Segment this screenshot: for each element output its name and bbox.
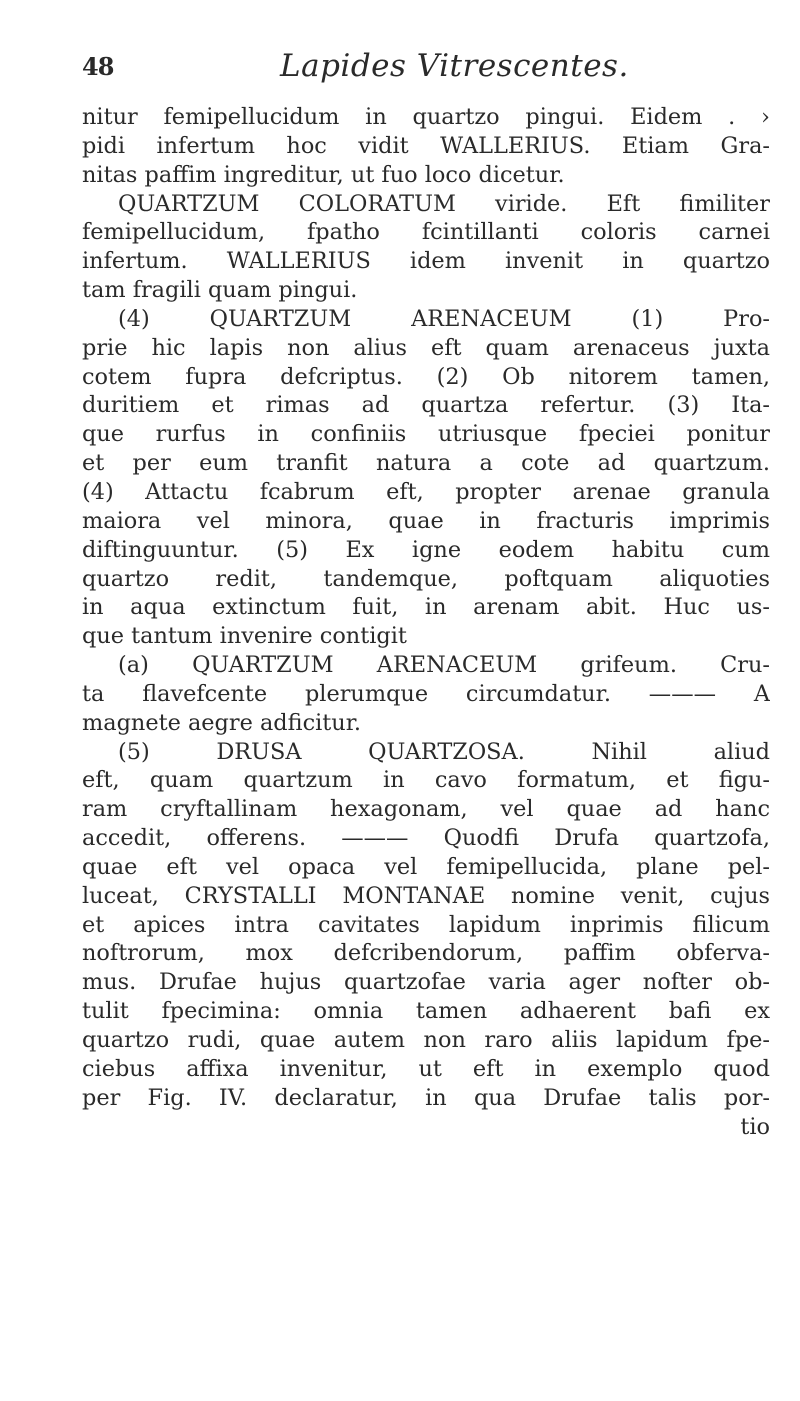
text-line: duritiem et rimas ad quartza refertur. (3) Ita-	[82, 392, 770, 419]
text-line: mus. Drufae hujus quartzofae varia ager nofter ob-	[82, 969, 770, 996]
text-line: QUARTZUM COLORATUM viride. Eft fimiliter	[118, 190, 770, 217]
text-line: et per eum tranfit natura a cote ad quartzum.	[82, 450, 770, 477]
section-heading-line: (5) DRUSA QUARTZOSA. Nihil aliud	[118, 738, 770, 765]
body-text	[82, 103, 770, 1141]
text-line: (a) QUARTZUM ARENACEUM grifeum. Cru-	[118, 652, 770, 679]
text-line: que tantum invenire contigit	[82, 623, 407, 650]
text-line: nitur femipellucidum in quartzo pingui. Eidem . ›	[82, 104, 770, 130]
text-line: (4) Attactu fcabrum eft, propter arenae granula	[82, 478, 770, 505]
text-line: pidi infertum hoc vidit WALLERIUS. Etiam Gra-	[82, 132, 770, 159]
text-line: eft, quam quartzum in cavo formatum, et figu-	[82, 767, 770, 794]
text-line: quae eft vel opaca vel femipellucida, plane pel-	[82, 853, 770, 880]
text-line: quartzo rudi, quae autem non raro aliis lapidum fpe-	[82, 1027, 770, 1053]
text-line: diftinguuntur. (5) Ex igne eodem habitu cum	[82, 536, 770, 563]
text-line: nitas paffim ingreditur, ut fuo loco dicetur.	[82, 161, 565, 188]
page-number: 48	[82, 52, 114, 81]
text-line: et apices intra cavitates lapidum inprimis filicum	[82, 911, 770, 938]
text-line: ta flavefcente plerumque circumdatur. ——— A	[82, 680, 770, 707]
text-line: quartzo redit, tandemque, poftquam aliquoties	[82, 565, 770, 592]
text-line: per Fig. IV. declaratur, in qua Drufae talis por-	[82, 1084, 770, 1111]
text-line: prie hic lapis non alius eft quam arenaceus juxta	[82, 334, 770, 361]
section-heading-line: (4) QUARTZUM ARENACEUM (1) Pro-	[118, 305, 770, 332]
text-line: tulit fpecimina: omnia tamen adhaerent bafi ex	[82, 998, 770, 1025]
text-line: que rurfus in confiniis utriusque fpeciei ponitur	[82, 421, 770, 448]
text-line: ram cryftallinam hexagonam, vel quae ad hanc	[82, 796, 770, 823]
running-title: Lapides Vitrescentes.	[280, 48, 629, 84]
text-line: maiora vel minora, quae in fracturis imprimis	[82, 507, 770, 534]
text-line: noftrorum, mox defcribendorum, paffim obferva-	[82, 940, 770, 967]
text-line: infertum. WALLERIUS idem invenit in quartzo	[82, 248, 770, 275]
text-line: luceat, CRYSTALLI MONTANAE nomine venit, cujus	[82, 882, 770, 909]
text-line: accedit, offerens. ——— Quodfi Drufa quartzofa,	[82, 825, 770, 852]
text-line: magnete aegre adficitur.	[82, 709, 362, 736]
text-line: tam fragili quam pingui.	[82, 277, 358, 304]
catchword: tio	[740, 1113, 770, 1140]
text-line: cotem fupra defcriptus. (2) Ob nitorem tamen,	[82, 363, 770, 390]
page-header	[82, 48, 772, 88]
text-line: ciebus affixa invenitur, ut eft in exemplo quod	[82, 1055, 770, 1082]
text-line: in aqua extinctum fuit, in arenam abit. Huc us-	[82, 594, 770, 621]
text-line: femipellucidum, fpatho fcintillanti coloris carnei	[82, 219, 770, 246]
